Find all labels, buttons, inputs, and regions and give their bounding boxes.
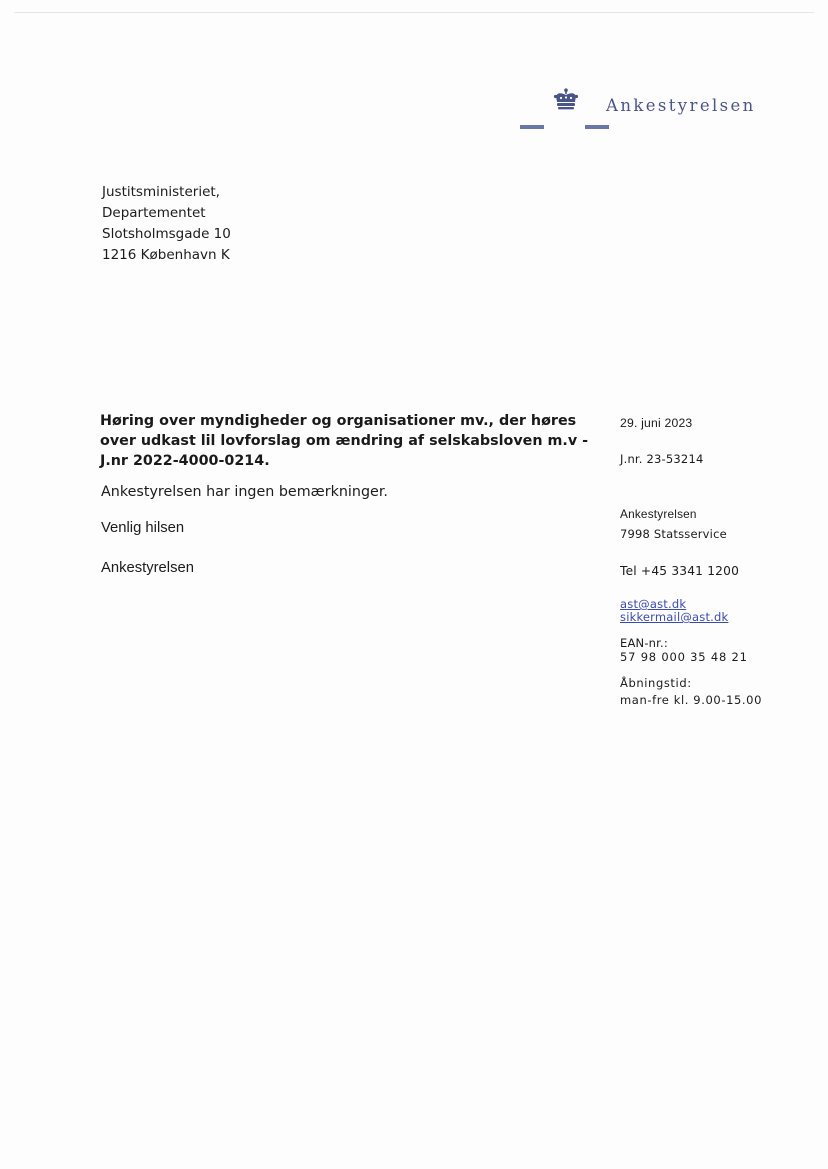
scan-edge-line — [14, 12, 814, 13]
recipient-line: Justitsministeriet, — [102, 184, 220, 200]
opening-hours-label: Åbningstid: — [620, 676, 692, 690]
recipient-line: 1216 København K — [102, 247, 230, 263]
secure-email-link[interactable]: sikkermail@ast.dk — [620, 610, 729, 624]
letter-greeting: Venlig hilsen — [101, 520, 185, 536]
ean-value: 57 98 000 35 48 21 — [620, 650, 748, 664]
ean-label: EAN-nr.: — [620, 636, 668, 650]
email-link[interactable]: ast@ast.dk — [620, 597, 687, 611]
letter-signature: Ankestyrelsen — [101, 560, 194, 576]
recipient-line: Slotsholmsgade 10 — [102, 226, 231, 242]
org-logo-text: Ankestyrelsen — [606, 96, 756, 115]
sender-address: 7998 Statsservice — [620, 527, 727, 541]
letter-subject: Høring over myndigheder og organisationer mv., der høres over udkast lil lovforslag om ændring af selskabsloven m.v - J.nr 2022-4000-0214. — [100, 413, 589, 469]
letter-body: Ankestyrelsen har ingen bemærkninger. — [101, 484, 388, 500]
sender-phone: Tel +45 3341 1200 — [620, 564, 740, 578]
sender-name: Ankestyrelsen — [620, 507, 697, 521]
logo-bar-left — [520, 125, 544, 129]
crown-icon — [552, 88, 580, 114]
recipient-line: Departementet — [102, 205, 206, 221]
recipient-address — [102, 182, 231, 266]
opening-hours-value: man-fre kl. 9.00-15.00 — [620, 693, 762, 707]
logo-bar-right — [585, 125, 609, 129]
reference-number: J.nr. 23-53214 — [620, 452, 704, 466]
letter-date: 29. juni 2023 — [620, 416, 693, 430]
